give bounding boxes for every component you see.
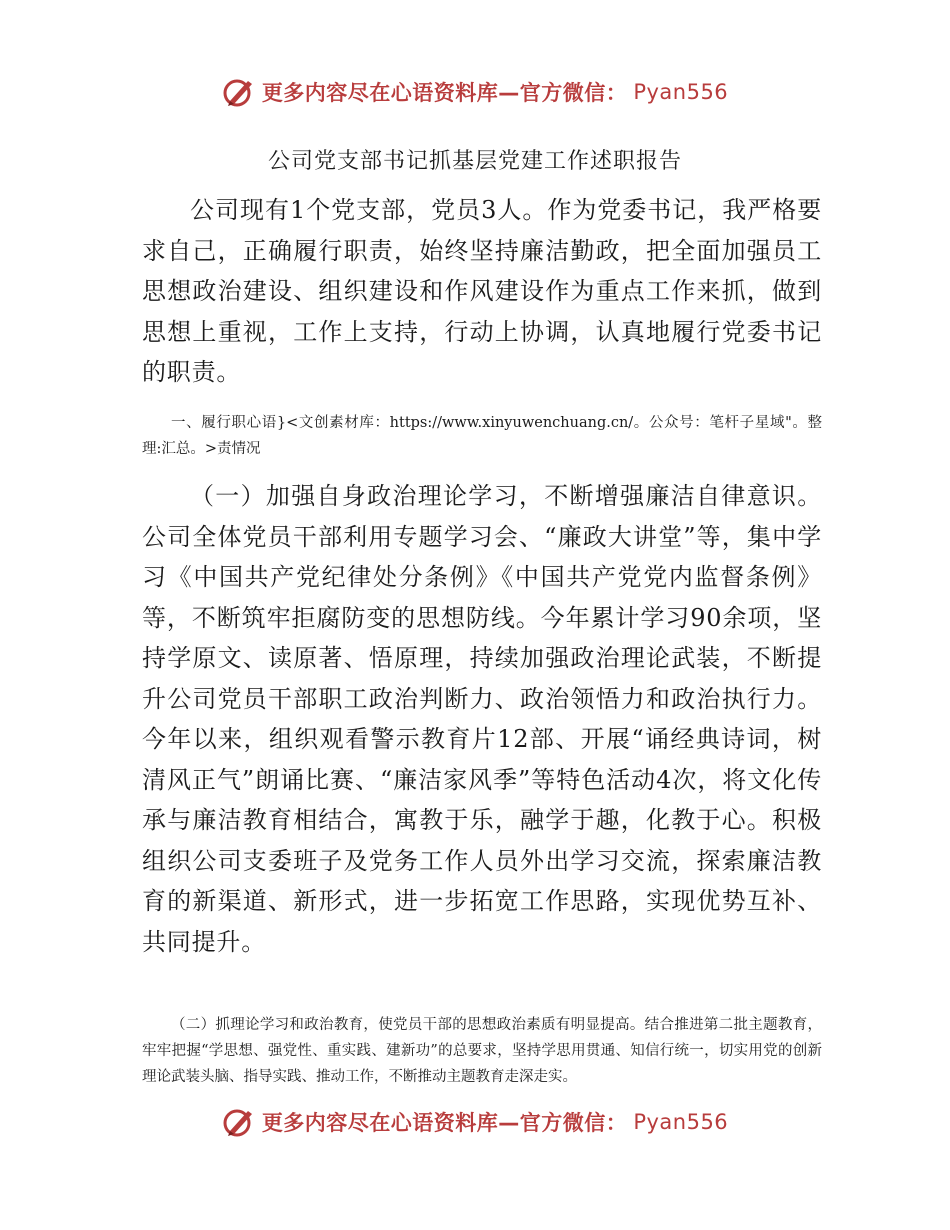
footer-banner — [0, 1100, 950, 1144]
banner-text: 更多内容尽在心语资料库—官方微信： — [261, 81, 628, 105]
document-title: 公司党支部书记抓基层党建工作述职报告 — [267, 149, 682, 174]
pen-logo-icon — [222, 1105, 256, 1139]
banner-wechat-id: Pyan556 — [633, 1110, 729, 1134]
banner-text: 更多内容尽在心语资料库—官方微信： — [261, 1111, 628, 1135]
paragraph-section-1: （一）加强自身政治理论学习，不断增强廉洁自律意识。公司全体党员干部利用专题学习会、“廉政大讲堂”等，集中学习《中国共产党纪律处分条例》《中国共产党党内监督条例》等，不断筑牢拒腐防变的思想防线。今年累计学习90余项，坚持学原文、读原著、悟原理，持续加强政治理论武装，不断提升公司党员干部职工政治判断力、政治领悟力和政治执行力。今年以来，组织观看警示教育片12部、开展“诵经典诗词，树清风正气”朗诵比赛、“廉洁家风季”等特色活动4次，将文化传承与廉洁教育相结合，寓教于乐，融学于趣，化教于心。积极组织公司支委班子及党务工作人员外出学习交流，探索廉洁教育的新渠道、新形式，进一步拓宽工作思路，实现优势互补、共同提升。 — [142, 482, 822, 956]
header-banner — [0, 70, 950, 114]
paragraph-section-2: （二）抓理论学习和政治教育，使党员干部的思想政治素质有明显提高。结合推进第二批主题教育，牢牢把握“学思想、强党性、重实践、建新功”的总要求，坚持学思用贯通、知信行统一，切实用党的创新理论武装头脑、指导实践、推动工作，不断推动主题教育走深走实。 — [142, 1017, 822, 1085]
pen-logo-icon — [222, 75, 256, 109]
banner-wechat-id: Pyan556 — [633, 80, 729, 104]
paragraph-intro: 公司现有1个党支部，党员3人。作为党委书记，我严格要求自己，正确履行职责，始终坚持廉洁勤政，把全面加强员工思想政治建设、组织建设和作风建设作为重点工作来抓，做到思想上重视，工作上支持，行动上协调，认真地履行党委书记的职责。 — [142, 196, 822, 386]
section-heading-duties: 一、履行职心语}<文创素材库：https://www.xinyuwenchuang.cn/。公众号：笔杆子星域"。整理:汇总。>责情况 — [142, 415, 822, 457]
